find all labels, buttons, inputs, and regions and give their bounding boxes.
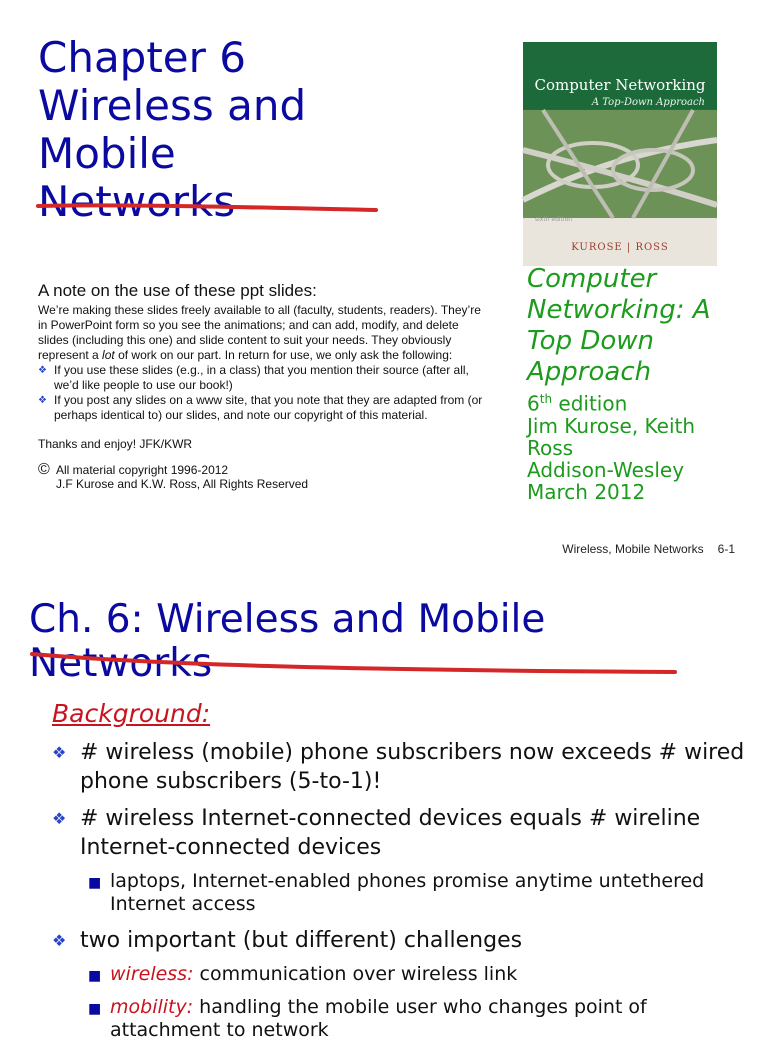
red-strikethrough-ink [36, 196, 381, 218]
background-label: Background: [52, 699, 211, 728]
diamond-bullet-icon: ❖ [38, 365, 47, 376]
book-title-line: Computer [527, 264, 657, 294]
sub-bullet-term: wireless: [110, 963, 194, 985]
highway-interchange-image [523, 110, 717, 218]
square-bullet-icon: ■ [88, 968, 102, 984]
title-line: Mobile [38, 129, 176, 178]
book-title-line: Top Down [527, 326, 655, 356]
ppt-note [38, 281, 486, 491]
note-bullet-text: If you post any slides on a www site, that you note that they are adapted from (or perhaps identical to) our slides, and note our copyright of this material. [54, 393, 483, 422]
note-heading: A note on the use of these ppt slides: [38, 281, 317, 300]
book-date: March 2012 [527, 479, 646, 504]
edition-number: 6 [527, 391, 540, 416]
note-bullets [38, 363, 486, 423]
book-authors-2: Ross [527, 435, 574, 460]
slide-2 [0, 578, 768, 1041]
cover-subtitle: A Top-Down Approach [591, 97, 705, 108]
book-title-line: Networking: A [527, 295, 711, 325]
book-authors-1: Jim Kurose, Keith [527, 413, 696, 438]
title-line: Wireless and [38, 81, 307, 130]
note-body-text: We’re making these slides freely available to all (faculty, students, readers). They’re in PowerPoint form so you see the animations; and can add, modify, and delete slides (including this one) and slide content to suit your needs. They obviously represent a [38, 303, 481, 362]
cover-title: Computer Networking [534, 76, 706, 94]
title-line: Networks [29, 641, 213, 686]
book-edition [527, 388, 763, 415]
bullet-text: # wireless (mobile) phone subscribers now exceeds # wired phone subscribers (5-to-1)! [80, 740, 745, 794]
note-body-text: of work on our part. In return for use, we only ask the following: [114, 348, 453, 362]
book-publisher: Addison-Wesley [527, 457, 685, 482]
sub-bullet-text: communication over wireless link [193, 963, 518, 985]
diamond-bullet-icon: ❖ [52, 743, 67, 762]
diamond-bullet-icon: ❖ [52, 931, 67, 950]
square-bullet-icon: ■ [88, 875, 102, 891]
title-line: Networks [38, 177, 236, 226]
bullet-item [52, 804, 752, 862]
bullet-text: two important (but different) challenges [80, 928, 523, 953]
slide-number: 6-1 [717, 542, 735, 556]
copyright-line: J.F Kurose and K.W. Ross, All Rights Reserved [56, 477, 309, 491]
sub-bullet-item [52, 996, 752, 1042]
cover-edition: sixth edition [535, 216, 573, 223]
diamond-bullet-icon: ❖ [52, 809, 67, 828]
sub-bullet-text: handling the mobile user who changes point of attachment to network [110, 996, 647, 1041]
red-strikethrough-ink [30, 650, 680, 686]
footer-label: Wireless, Mobile Networks [562, 542, 704, 556]
sub-bullet-item [52, 963, 752, 986]
edition-word: edition [552, 391, 628, 416]
book-info [527, 264, 763, 503]
note-body-emphasis: lot [102, 348, 115, 362]
note-bullet [38, 363, 486, 393]
square-bullet-icon: ■ [88, 1001, 102, 1017]
bullet-text: # wireless Internet-connected devices equals # wireline Internet-connected devices [80, 806, 701, 860]
book-title-line: Approach [527, 357, 652, 387]
edition-suffix: th [539, 392, 553, 406]
title-line: Ch. 6: Wireless and Mobile [29, 597, 546, 642]
cover-authors: KUROSE | ROSS [571, 242, 669, 253]
sub-bullet-term: mobility: [110, 996, 194, 1018]
note-body [38, 303, 486, 363]
sub-bullet-item [52, 870, 752, 916]
copyright-icon: © [38, 461, 50, 478]
book-cover-image [523, 42, 717, 266]
note-bullet-text: If you use these slides (e.g., in a class) that you mention their source (after all, we’d like people to use our book!) [54, 363, 469, 392]
bullet-item [52, 926, 752, 955]
copyright-line: All material copyright 1996-2012 [56, 463, 229, 477]
slide-divider [0, 570, 768, 578]
bullet-item [52, 738, 752, 796]
note-bullet [38, 393, 486, 423]
book-title [527, 264, 763, 388]
slide-2-bullets [52, 738, 752, 1052]
note-thanks: Thanks and enjoy! JFK/KWR [38, 437, 193, 451]
title-line: Chapter 6 [38, 33, 246, 82]
slide-footer [562, 542, 735, 556]
copyright-notice [38, 463, 486, 491]
sub-bullet-text: laptops, Internet-enabled phones promise anytime untethered Internet access [110, 870, 705, 915]
diamond-bullet-icon: ❖ [38, 395, 47, 406]
